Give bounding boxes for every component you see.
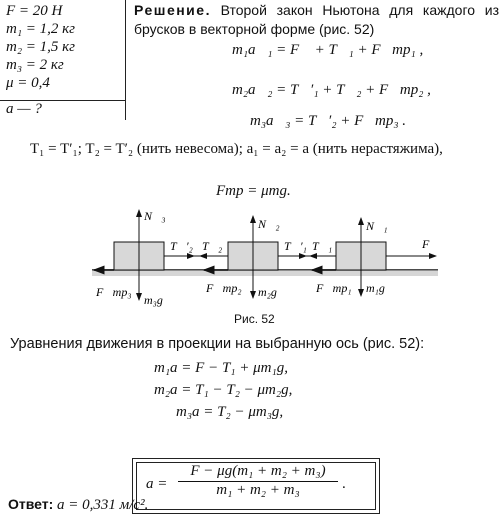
projection-eq-2: m₂a = T₁ − T₂ − μm₂g,: [154, 382, 293, 398]
solution-heading: Решение.: [134, 2, 211, 18]
N2-label: N⃗₂: [258, 217, 280, 231]
result-numerator: F − μg(m₁ + m₂ + m₃): [178, 463, 338, 482]
find-line: a — ?: [6, 101, 42, 117]
m1g-label: m₁g⃗: [366, 281, 395, 295]
solution-intro: [134, 1, 499, 39]
solution-intro-text: Второй закон Ньютона для каждого из брусков в векторной форме (рис. 52): [134, 2, 500, 37]
given-divider-horizontal: [0, 100, 126, 101]
result-fraction: [178, 463, 338, 499]
given-line: m₃ = 2 кг: [6, 57, 64, 73]
result-lhs: a =: [146, 476, 168, 492]
figure-52: [90, 202, 440, 310]
answer-value: a = 0,331 м/с².: [57, 497, 149, 513]
N3-label: N⃗₃: [144, 209, 166, 223]
T1p-label: T⃗′₁: [284, 239, 307, 253]
given-divider-vertical: [125, 0, 126, 120]
T2p-label: T⃗′₂: [170, 239, 193, 253]
Ftr2-label: F⃗тр₂: [206, 281, 242, 295]
T2-label: T⃗₂: [202, 239, 223, 253]
figure-caption: Рис. 52: [234, 312, 275, 326]
answer-label: Ответ:: [8, 496, 54, 512]
given-line: F = 20 Н: [6, 3, 63, 19]
projection-eq-3: m₃a = T₂ − μm₃g,: [176, 404, 284, 420]
ground-hatch: [92, 270, 438, 276]
result-end: .: [342, 476, 346, 492]
given-line: m₁ = 1,2 кг: [6, 21, 76, 37]
N1-label: N⃗₁: [366, 219, 388, 233]
projection-intro: Уравнения движения в проекции на выбранную ось (рис. 52):: [10, 336, 425, 352]
vector-equation-1: m₁a⃗₁ = F⃗ + T⃗₁ + F⃗тр₁ ,: [232, 42, 424, 58]
projection-eq-1: m₁a = F − T₁ + μm₁g,: [154, 360, 288, 376]
vector-equation-2: m₂a⃗₂ = T⃗′₁ + T⃗₂ + F⃗тр₂ ,: [232, 82, 431, 98]
m2g-label: m₂g⃗: [258, 285, 287, 299]
given-line: m₂ = 1,5 кг: [6, 39, 76, 55]
Ftr1-label: F⃗тр₁: [316, 281, 352, 295]
friction-formula: Fтр = μmg.: [216, 183, 291, 199]
conditions-text: T₁ = T′₁; T₂ = T′₂ (нить невесома); a₁ = a₂ = a (нить нерастяжима),: [30, 141, 443, 157]
T1-label: T⃗₁: [312, 239, 333, 253]
Ftr3-label: F⃗тр₃: [96, 285, 132, 299]
F-label: F⃗: [422, 237, 439, 251]
m3g-label: m₃g⃗: [144, 293, 173, 307]
vector-equation-3: m₃a⃗₃ = T⃗′₂ + F⃗тр₃ .: [250, 113, 407, 129]
given-line: μ = 0,4: [6, 75, 50, 91]
answer-line: [8, 496, 148, 514]
result-denominator: m₁ + m₂ + m₃: [216, 482, 300, 498]
